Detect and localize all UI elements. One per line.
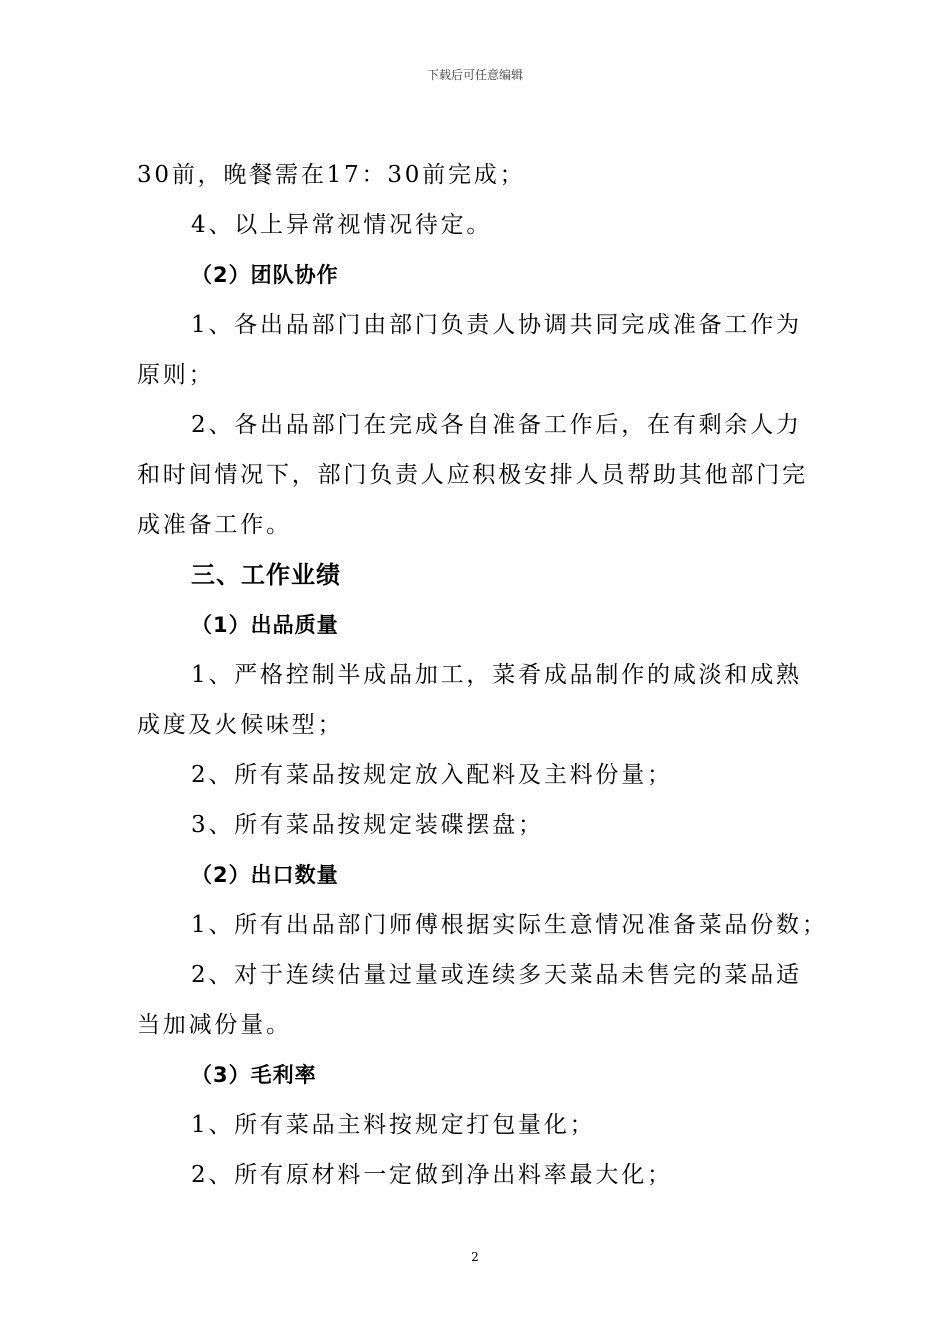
paragraph: 1、严格控制半成品加工，菜肴成品制作的咸淡和成熟成度及火候味型；: [137, 662, 802, 738]
paragraph: 1、各出品部门由部门负责人协调共同完成准备工作为原则；: [137, 312, 802, 388]
subsection-heading: （2）团队协作: [191, 263, 339, 287]
paragraph: 2、各出品部门在完成各自准备工作后，在有剩余人力和时间情况下，部门负责人应积极安排人员帮助其他部门完成准备工作。: [137, 412, 808, 538]
subsection-heading: （2）出口数量: [191, 863, 339, 887]
paragraph: 2、所有菜品按规定放入配料及主料份量；: [191, 762, 673, 788]
paragraph: 3、所有菜品按规定装碟摆盘；: [191, 812, 544, 838]
paragraph: 1、所有菜品主料按规定打包量化；: [191, 1112, 596, 1138]
paragraph: 30前，晚餐需在17：30前完成；: [137, 162, 526, 188]
section-heading: 三、工作业绩: [191, 561, 341, 589]
paragraph: 1、所有出品部门师傅根据实际生意情况准备菜品份数；: [191, 912, 828, 938]
paragraph: 4、以上异常视情况待定。: [191, 212, 493, 238]
page-header: 下载后可任意编辑: [426, 68, 523, 82]
page-number: 2: [471, 1250, 479, 1264]
subsection-heading: （3）毛利率: [191, 1063, 317, 1087]
subsection-heading: （1）出品质量: [191, 613, 339, 637]
document-body: [137, 150, 828, 1200]
paragraph: 2、所有原材料一定做到净出料率最大化；: [191, 1162, 673, 1188]
paragraph: 2、对于连续估量过量或连续多天菜品未售完的菜品适当加减份量。: [137, 962, 802, 1038]
